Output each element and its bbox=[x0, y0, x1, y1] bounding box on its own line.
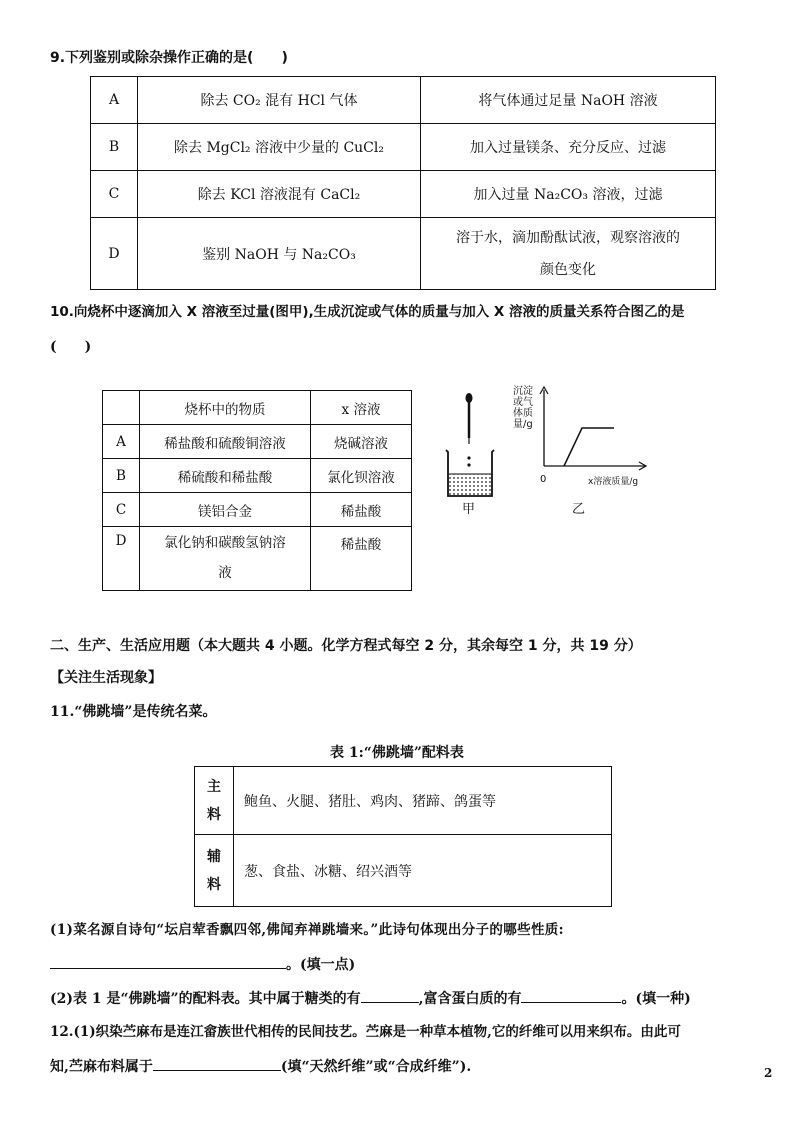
q11-row-content: 葱、食盐、冰糖、绍兴酒等 bbox=[234, 835, 612, 907]
graph-ylabel-line: 体质 bbox=[513, 408, 533, 419]
section-subtitle: 【关注生活现象】 bbox=[50, 670, 162, 686]
table-header-cell bbox=[103, 391, 140, 425]
q11-table-title: 表 1:“佛跳墙”配料表 bbox=[330, 745, 464, 761]
q10-x-solution: 稀盐酸 bbox=[311, 527, 412, 591]
q9-method-line: 颜色变化 bbox=[540, 261, 596, 278]
q10-beaker-substance: 镁铝合金 bbox=[140, 493, 311, 527]
q9-option-letter: B bbox=[91, 124, 138, 171]
q10-option-letter: A bbox=[103, 425, 140, 459]
table-row bbox=[103, 391, 412, 425]
q9-operation: 鉴别 NaOH 与 Na₂CO₃ bbox=[138, 218, 421, 290]
q12-line2 bbox=[50, 1056, 471, 1077]
q11-row-label-char: 料 bbox=[207, 806, 221, 823]
graph-ylabel-line: 量/g bbox=[513, 419, 533, 430]
answer-blank[interactable] bbox=[521, 988, 621, 1003]
q10-beaker-substance: 稀硫酸和稀盐酸 bbox=[140, 459, 311, 493]
q11-part2-text: (2)表 1 是“佛跳墙”的配料表。其中属于糖类的有 bbox=[50, 991, 361, 1007]
table-header-cell: 烧杯中的物质 bbox=[140, 391, 311, 425]
q9-operation: 除去 KCl 溶液混有 CaCl₂ bbox=[138, 171, 421, 218]
q12-line1: 12.(1)织染苎麻布是连江畲族世代相传的民间技艺。苎麻是一种草本植物,它的纤维可以用来织布。由此可 bbox=[50, 1024, 681, 1040]
q11-part1-tail: 。(填一点) bbox=[286, 957, 356, 973]
q10-stem: 10.向烧杯中逐滴加入 X 溶液至过量(图甲),生成沉淀或气体的质量与加入 X 溶液的质量关系符合图乙的是 bbox=[50, 304, 685, 320]
q10-beaker-substance: 稀盐酸和硫酸铜溶液 bbox=[140, 425, 311, 459]
graph-xlabel: x溶液质量/g bbox=[588, 477, 639, 487]
q9-method-line: 溶于水，滴加酚酞试液，观察溶液的 bbox=[456, 229, 680, 246]
q11-ingredient-table bbox=[194, 766, 612, 907]
q10-beaker-substance-multiline bbox=[140, 527, 311, 591]
q9-method: 加入过量镁条、充分反应、过滤 bbox=[421, 124, 716, 171]
table-row bbox=[103, 527, 412, 591]
graph-ylabel-line: 或气 bbox=[513, 397, 533, 408]
section-title: 二、生产、生活应用题（本大题共 4 小题。化学方程式每空 2 分，其余每空 1 分，共 19 分） bbox=[50, 638, 642, 654]
q11-row-label-char: 主 bbox=[207, 778, 221, 795]
graph-ylabel-line: 沉淀 bbox=[513, 386, 533, 397]
graph-ylabel bbox=[513, 386, 533, 430]
answer-blank[interactable] bbox=[361, 988, 419, 1003]
q9-operation: 除去 MgCl₂ 溶液中少量的 CuCl₂ bbox=[138, 124, 421, 171]
q10-option-letter: C bbox=[103, 493, 140, 527]
q11-stem: 11.“佛跳墙”是传统名菜。 bbox=[50, 704, 217, 720]
q11-part2 bbox=[50, 988, 691, 1009]
graph-origin-label: 0 bbox=[540, 474, 547, 485]
q10-x-solution: 稀盐酸 bbox=[311, 493, 412, 527]
table-row bbox=[103, 425, 412, 459]
q11-row-label-char: 辅 bbox=[207, 848, 221, 865]
q9-operation: 除去 CO₂ 混有 HCl 气体 bbox=[138, 77, 421, 124]
q9-table bbox=[90, 76, 716, 290]
page-number: 2 bbox=[764, 1066, 773, 1080]
beaker-icon bbox=[446, 450, 494, 496]
q9-option-letter: C bbox=[91, 171, 138, 218]
q11-row-label bbox=[195, 835, 234, 907]
q10-answer-paren: ( ) bbox=[50, 339, 92, 355]
figure-jia-label: 甲 bbox=[462, 502, 476, 517]
q10-x-solution: 烧碱溶液 bbox=[311, 425, 412, 459]
answer-blank[interactable] bbox=[50, 954, 286, 969]
table-row bbox=[91, 218, 716, 290]
q11-part1-answer-line bbox=[50, 954, 355, 975]
table-row bbox=[195, 767, 612, 835]
table-row bbox=[91, 77, 716, 124]
q11-part2-text: 。(填一种) bbox=[621, 991, 691, 1007]
q11-part1: (1)菜名源自诗句“坛启荤香飘四邻,佛闻弃禅跳墙来。”此诗句体现出分子的哪些性质: bbox=[50, 922, 564, 938]
q10-beaker-line: 液 bbox=[218, 565, 232, 581]
graph-curve bbox=[564, 428, 614, 466]
table-row bbox=[103, 459, 412, 493]
table-row bbox=[103, 493, 412, 527]
table-header-cell: x 溶液 bbox=[311, 391, 412, 425]
table-row bbox=[91, 124, 716, 171]
q9-method: 加入过量 Na₂CO₃ 溶液，过滤 bbox=[421, 171, 716, 218]
dropper-icon bbox=[466, 393, 473, 444]
q10-option-letter: B bbox=[103, 459, 140, 493]
q11-part2-text: ,富含蛋白质的有 bbox=[418, 991, 522, 1007]
q11-row-content: 鲍鱼、火腿、猪肚、鸡肉、猪蹄、鸽蛋等 bbox=[234, 767, 612, 835]
q9-option-letter: A bbox=[91, 77, 138, 124]
q12-text: (填“天然纤维”或“合成纤维”). bbox=[280, 1059, 472, 1075]
table-row bbox=[91, 171, 716, 218]
q10-option-letter: D bbox=[103, 527, 140, 591]
q11-row-label bbox=[195, 767, 234, 835]
q9-stem: 9.下列鉴别或除杂操作正确的是( ) bbox=[50, 50, 288, 66]
table-row bbox=[195, 835, 612, 907]
q9-option-letter: D bbox=[91, 218, 138, 290]
q12-text: 知,苎麻布料属于 bbox=[50, 1059, 153, 1075]
beaker-dropper-figure bbox=[440, 392, 500, 502]
q9-method: 将气体通过足量 NaOH 溶液 bbox=[421, 77, 716, 124]
q11-row-label-char: 料 bbox=[207, 876, 221, 893]
q10-beaker-line: 氯化钠和碳酸氢钠溶 bbox=[164, 535, 286, 551]
q10-x-solution: 氯化钡溶液 bbox=[311, 459, 412, 493]
figure-yi-label: 乙 bbox=[572, 502, 586, 517]
answer-blank[interactable] bbox=[153, 1056, 281, 1071]
q9-method-multiline bbox=[421, 218, 716, 290]
q10-table bbox=[102, 390, 412, 591]
